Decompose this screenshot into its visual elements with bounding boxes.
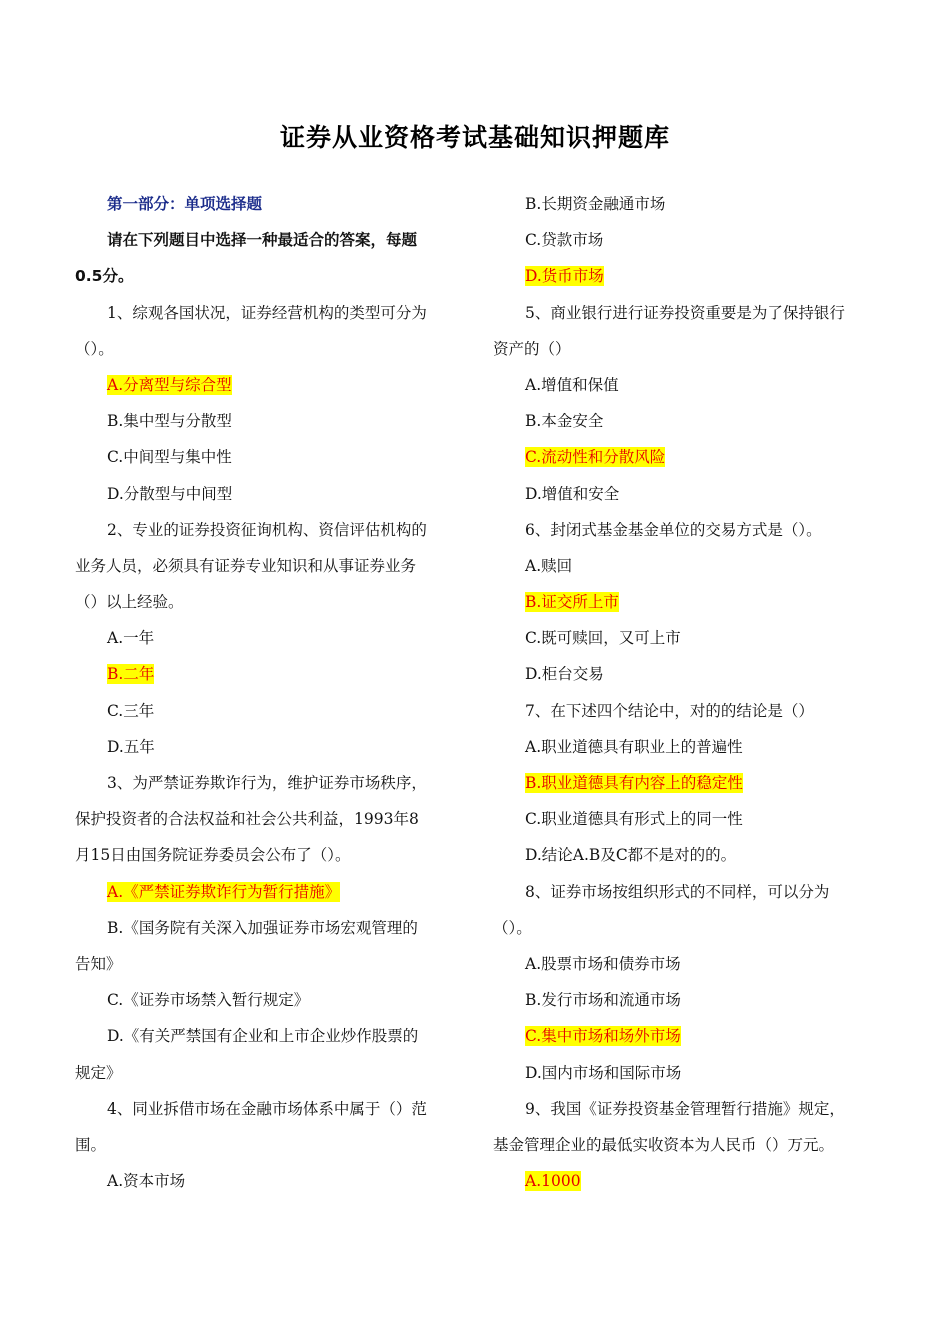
question-line bbox=[75, 765, 445, 801]
question-line bbox=[493, 331, 878, 367]
option-text: C.《证券市场禁入暂行规定》 bbox=[107, 991, 310, 1010]
question-line bbox=[75, 512, 445, 548]
option-text: A.资本市场 bbox=[107, 1172, 186, 1191]
option-text: A.增值和保值 bbox=[525, 375, 619, 394]
correct-answer-option bbox=[493, 765, 878, 801]
question-text: 2、专业的证券投资征询机构、资信评估机构的 bbox=[107, 520, 427, 539]
question-line bbox=[493, 874, 878, 910]
question-line bbox=[493, 693, 878, 729]
answer-option bbox=[493, 476, 878, 512]
answer-option bbox=[493, 656, 878, 692]
answer-option bbox=[493, 222, 878, 258]
option-text: D.《有关严禁国有企业和上市企业炒作股票的 bbox=[107, 1027, 419, 1046]
question-line bbox=[75, 295, 445, 331]
highlighted-answer-text: D.货币市场 bbox=[525, 267, 604, 286]
option-text: C.贷款市场 bbox=[525, 231, 604, 250]
option-text: D.结论A.B及C都不是对的的。 bbox=[525, 846, 737, 865]
question-text: （）。 bbox=[493, 918, 532, 937]
answer-option bbox=[75, 620, 445, 656]
answer-option bbox=[75, 946, 445, 982]
option-text: A.职业道德具有职业上的普遍性 bbox=[525, 737, 743, 756]
option-text: B.发行市场和流通市场 bbox=[525, 991, 681, 1010]
correct-answer-option bbox=[493, 1018, 878, 1054]
question-text: （）。 bbox=[75, 339, 114, 358]
answer-option bbox=[493, 946, 878, 982]
answer-option bbox=[75, 403, 445, 439]
answer-option bbox=[493, 186, 878, 222]
correct-answer-option bbox=[493, 584, 878, 620]
question-text: 月15日由国务院证券委员会公布了（）。 bbox=[75, 846, 351, 865]
answer-option bbox=[493, 367, 878, 403]
correct-answer-option bbox=[75, 367, 445, 403]
answer-option bbox=[493, 548, 878, 584]
answer-option bbox=[493, 837, 878, 873]
question-text: 6、封闭式基金基金单位的交易方式是（）。 bbox=[525, 520, 822, 539]
correct-answer-option bbox=[493, 258, 878, 294]
question-text: 保护投资者的合法权益和社会公共利益，1993年8 bbox=[75, 810, 419, 829]
option-text: B.《国务院有关深入加强证券市场宏观管理的 bbox=[107, 918, 418, 937]
question-text: 7、在下述四个结论中，对的的结论是（） bbox=[525, 701, 814, 720]
left-column bbox=[75, 186, 445, 1199]
answer-option bbox=[493, 801, 878, 837]
option-text: D.国内市场和国际市场 bbox=[525, 1063, 682, 1082]
question-text: （）以上经验。 bbox=[75, 593, 184, 612]
answer-option bbox=[493, 729, 878, 765]
instruction-line bbox=[75, 222, 445, 258]
question-text: 资产的（） bbox=[493, 339, 571, 358]
correct-answer-option bbox=[75, 656, 445, 692]
correct-answer-option bbox=[493, 1163, 878, 1199]
option-text: C.既可赎回，又可上市 bbox=[525, 629, 681, 648]
question-line bbox=[75, 331, 445, 367]
highlighted-answer-text: B.职业道德具有内容上的稳定性 bbox=[525, 774, 743, 792]
question-text: 业务人员，必须具有证券专业知识和从事证券业务 bbox=[75, 556, 417, 575]
answer-option bbox=[75, 693, 445, 729]
option-text: D.五年 bbox=[107, 737, 155, 756]
question-text: 8、证券市场按组织形式的不同样，可以分为 bbox=[525, 882, 830, 901]
option-text: B.本金安全 bbox=[525, 412, 604, 431]
question-line bbox=[493, 512, 878, 548]
option-text: D.增值和安全 bbox=[525, 484, 620, 503]
question-line bbox=[75, 1127, 445, 1163]
option-text: 告知》 bbox=[75, 954, 122, 973]
option-text: B.集中型与分散型 bbox=[107, 412, 232, 431]
question-text: 5、商业银行进行证券投资重要是为了保持银行 bbox=[525, 303, 845, 322]
correct-answer-option bbox=[75, 874, 445, 910]
highlighted-answer-text: A.分离型与综合型 bbox=[107, 375, 232, 394]
answer-option bbox=[75, 729, 445, 765]
right-column bbox=[493, 186, 878, 1199]
highlighted-answer-text: A.《严禁证券欺诈行为暂行措施》 bbox=[107, 882, 341, 901]
highlighted-answer-text: C.集中市场和场外市场 bbox=[525, 1027, 681, 1046]
answer-option bbox=[75, 1055, 445, 1091]
answer-option bbox=[75, 476, 445, 512]
instruction-text: 请在下列题目中选择一种最适合的答案，每题 bbox=[107, 231, 418, 250]
option-text: A.赎回 bbox=[525, 556, 573, 575]
highlighted-answer-text: A.1000 bbox=[525, 1172, 581, 1191]
question-line bbox=[75, 1091, 445, 1127]
highlighted-answer-text: C.流动性和分散风险 bbox=[525, 448, 666, 467]
question-text: 1、综观各国状况，证券经营机构的类型可分为 bbox=[107, 303, 427, 322]
section-heading-text: 第一部分：单项选择题 bbox=[107, 195, 263, 213]
option-text: 规定》 bbox=[75, 1063, 122, 1082]
section-heading bbox=[75, 186, 445, 222]
answer-option bbox=[493, 1055, 878, 1091]
page-title: 证券从业资格考试基础知识押题库 bbox=[279, 123, 670, 152]
question-line bbox=[493, 910, 878, 946]
answer-option bbox=[493, 620, 878, 656]
answer-option bbox=[75, 910, 445, 946]
option-text: C.中间型与集中性 bbox=[107, 448, 232, 467]
correct-answer-option bbox=[493, 439, 878, 475]
answer-option bbox=[75, 439, 445, 475]
instruction-text: 0.5分。 bbox=[75, 267, 134, 286]
answer-option bbox=[493, 403, 878, 439]
question-text: 基金管理企业的最低实收资本为人民币（）万元。 bbox=[493, 1135, 835, 1154]
question-text: 3、为严禁证券欺诈行为，维护证券市场秩序， bbox=[107, 774, 427, 792]
question-line bbox=[75, 801, 445, 837]
question-line bbox=[75, 837, 445, 873]
highlighted-answer-text: B.二年 bbox=[107, 665, 155, 684]
question-line bbox=[75, 548, 445, 584]
answer-option bbox=[493, 982, 878, 1018]
option-text: C.三年 bbox=[107, 701, 155, 720]
highlighted-answer-text: B.证交所上市 bbox=[525, 593, 619, 612]
question-line bbox=[75, 584, 445, 620]
option-text: B.长期资金融通市场 bbox=[525, 195, 666, 213]
option-text: A.一年 bbox=[107, 629, 155, 648]
question-line bbox=[493, 1091, 878, 1127]
option-text: D.分散型与中间型 bbox=[107, 484, 233, 503]
option-text: D.柜台交易 bbox=[525, 665, 604, 684]
answer-option bbox=[75, 1018, 445, 1054]
answer-option bbox=[75, 982, 445, 1018]
instruction-line bbox=[75, 258, 445, 294]
option-text: A.股票市场和债券市场 bbox=[525, 954, 681, 973]
question-line bbox=[493, 295, 878, 331]
question-text: 围。 bbox=[75, 1135, 107, 1154]
option-text: C.职业道德具有形式上的同一性 bbox=[525, 810, 743, 829]
question-line bbox=[493, 1127, 878, 1163]
answer-option bbox=[75, 1163, 445, 1199]
question-text: 9、我国《证券投资基金管理暂行措施》规定， bbox=[525, 1099, 845, 1118]
question-text: 4、同业拆借市场在金融市场体系中属于（）范 bbox=[107, 1099, 427, 1118]
